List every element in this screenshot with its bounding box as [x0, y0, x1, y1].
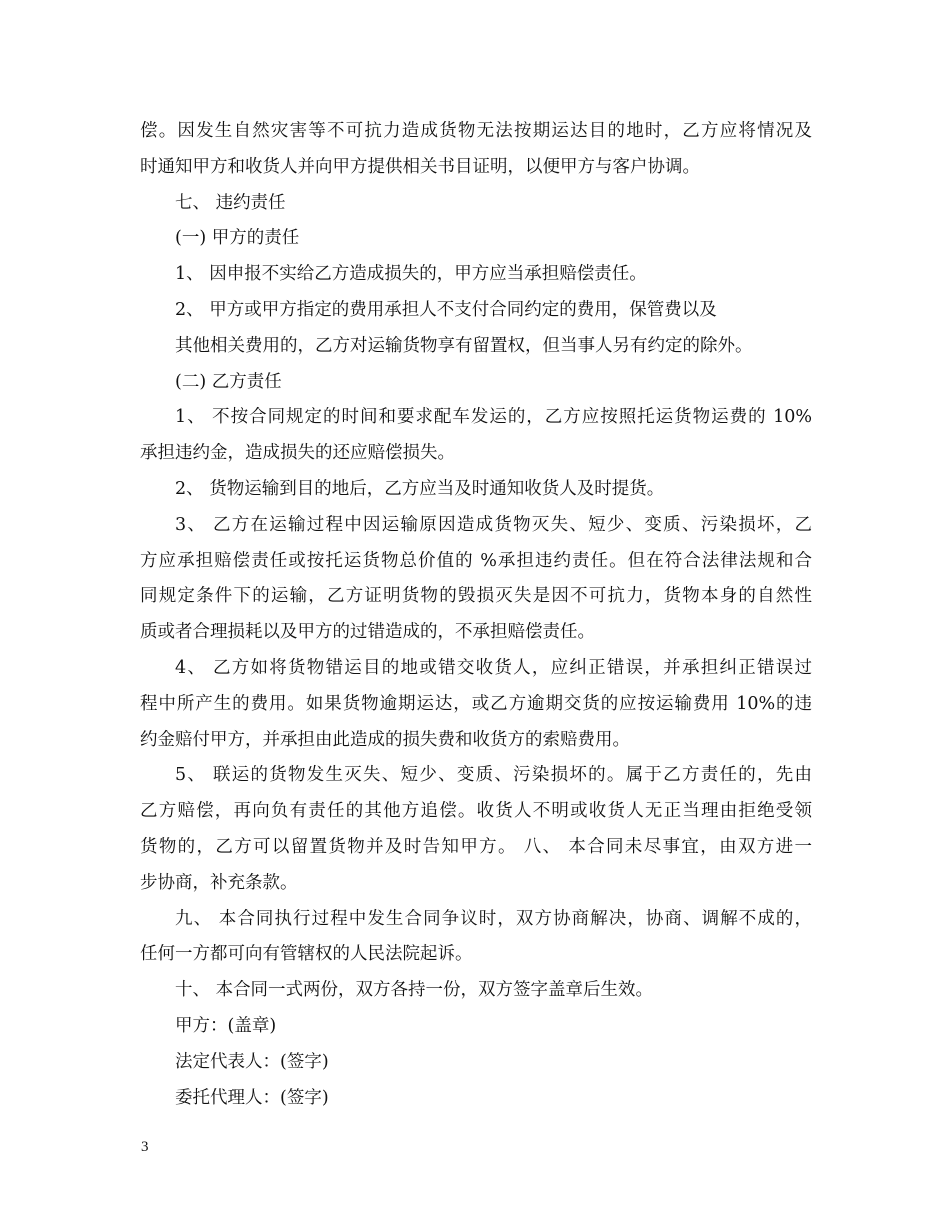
text-line-20: 乙方赔偿，再向负有责任的其他方追偿。收货人不明或收货人无正当理由拒绝受领 [140, 801, 812, 822]
text-line-5: 1、 因申报不实给乙方造成损失的，甲方应当承担赔偿责任。 [175, 264, 647, 285]
text-line-1: 偿。因发生自然灾害等不可抗力造成货物无法按期运达目的地时，乙方应将情况及 [140, 121, 812, 141]
text-line-15: 质或者合理损耗以及甲方的过错造成的，不承担赔偿责任。 [140, 622, 595, 643]
text-line-23: 九、 本合同执行过程中发生合同争议时，双方协商解决，协商、调解不成的， [175, 908, 812, 929]
text-line-11: 2、 货物运输到目的地后，乙方应当及时通知收货人及时提货。 [175, 478, 665, 499]
subsection-heading-party-b: (二) 乙方责任 [175, 371, 282, 392]
text-line-16: 4、 乙方如将货物错运目的地或错交收货人，应纠正错误，并承担纠正错误过 [175, 657, 812, 678]
document-body [140, 116, 812, 1118]
text-line-9: 1、 不按合同规定的时间和要求配车发运的，乙方应按照托运货物运费的 10% [175, 407, 812, 428]
text-line-22: 步协商，补充条款。 [140, 872, 298, 893]
text-line-19: 5、 联运的货物发生灭失、短少、变质、污染损坏的。属于乙方责任的，先由 [175, 765, 812, 786]
section-heading-breach-liability: 七、 违约责任 [175, 192, 286, 213]
text-line-25: 十、 本合同一式两份，双方各持一份，双方签字盖章后生效。 [175, 980, 654, 1001]
text-line-21: 货物的，乙方可以留置货物并及时告知甲方。 八、 本合同未尽事宜，由双方进一 [140, 836, 812, 857]
text-line-13: 方应承担赔偿责任或按托运货物总价值的 %承担违约责任。但在符合法律法规和合 [140, 550, 812, 571]
text-line-10: 承担违约金，造成损失的还应赔偿损失。 [140, 443, 455, 464]
subsection-heading-party-a: (一) 甲方的责任 [175, 228, 300, 249]
text-line-12: 3、 乙方在运输过程中因运输原因造成货物灭失、短少、变质、污染损坏，乙 [175, 514, 812, 535]
text-line-24: 任何一方都可向有管辖权的人民法院起诉。 [140, 944, 473, 965]
signature-party-a: 甲方：(盖章) [175, 1015, 277, 1036]
text-line-7: 其他相关费用的，乙方对运输货物享有留置权，但当事人另有约定的除外。 [175, 335, 753, 356]
text-line-14: 同规定条件下的运输，乙方证明货物的毁损灭失是因不可抗力，货物本身的自然性 [140, 586, 812, 607]
signature-legal-representative: 法定代表人：(签字) [175, 1051, 329, 1072]
text-line-2: 时通知甲方和收货人并向甲方提供相关书目证明，以便甲方与客户协调。 [140, 156, 700, 177]
text-line-18: 约金赔付甲方，并承担由此造成的损失费和收货方的索赔费用。 [140, 729, 630, 750]
text-line-17: 程中所产生的费用。如果货物逾期运达，或乙方逾期交货的应按运输费用 10%的违 [140, 693, 812, 714]
page-number: 3 [141, 1139, 149, 1155]
text-line-6: 2、 甲方或甲方指定的费用承担人不支付合同约定的费用，保管费以及 [175, 299, 717, 320]
signature-authorized-agent: 委托代理人：(签字) [175, 1087, 329, 1108]
